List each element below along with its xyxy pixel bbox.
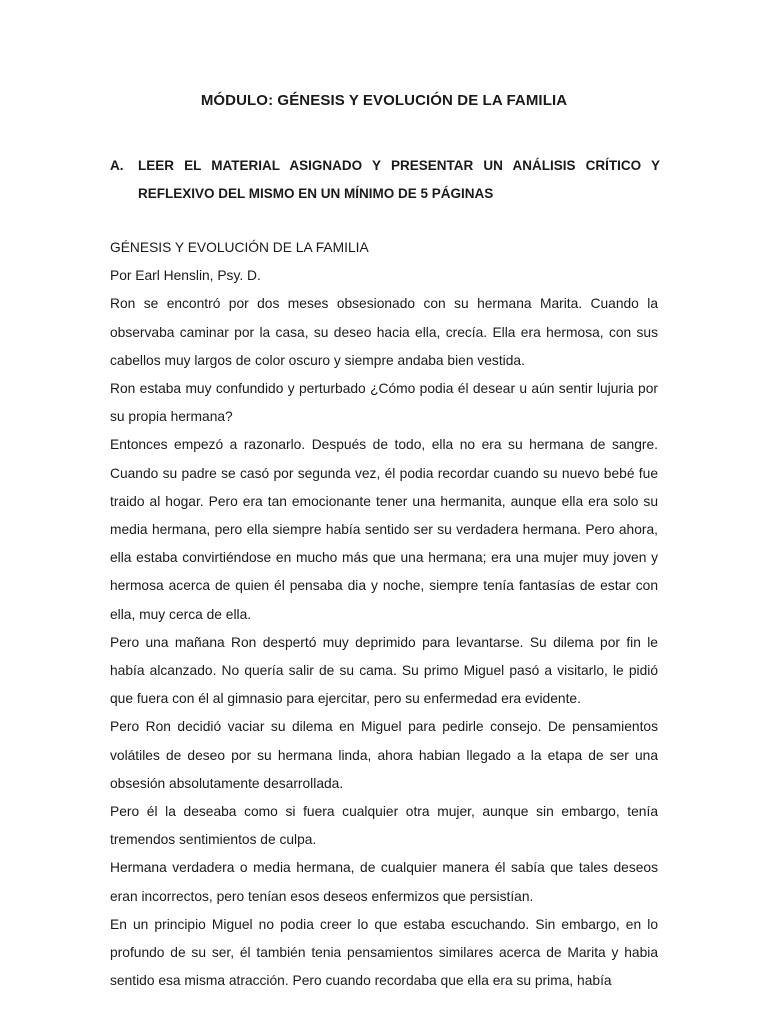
article-author: Por Earl Henslin, Psy. D.: [110, 268, 261, 284]
paragraph: Pero Ron decidió vaciar su dilema en Miguel para pedirle consejo. De pensamientos volátiles de deseo por su hermana linda, ahora habian llegado a la etapa de ser una obsesión absolutamente desarrollada.: [110, 719, 658, 791]
article-body: [110, 234, 658, 995]
paragraph: Ron estaba muy confundido y perturbado ¿Cómo podia él desear u aún sentir lujuria por su propia hermana?: [110, 381, 658, 425]
paragraph: Hermana verdadera o media hermana, de cualquier manera él sabía que tales deseos eran incorrectos, pero tenían esos deseos enfermizos que persistían.: [110, 860, 658, 904]
paragraph: Entonces empezó a razonarlo. Después de todo, ella no era su hermana de sangre. Cuando su padre se casó por segunda vez, él podia recordar cuando su nuevo bebé fue traido al hogar. Pero era tan emocionante tener una hermanita, aunque ella era solo su media hermana, pero ella siempre había sentido ser su verdadera hermana. Pero ahora, ella estaba convirtiéndose en mucho más que una hermana; era una mujer muy joven y hermosa acerca de quien él pensaba dia y noche, siempre tenía fantasías de estar con ella, muy cerca de ella.: [110, 437, 658, 622]
instruction-item: [110, 152, 660, 208]
article-title: GÉNESIS Y EVOLUCIÓN DE LA FAMILIA: [110, 240, 369, 255]
paragraph: En un principio Miguel no podia creer lo que estaba escuchando. Sin embargo, en lo profundo de su ser, él también tenia pensamientos similares acerca de Marita y habia sentido esa misma atracción. Pero cuando recordaba que ella era su prima, había: [110, 916, 658, 989]
instruction-text: LEER EL MATERIAL ASIGNADO Y PRESENTAR UN ANÁLISIS CRÍTICO Y REFLEXIVO DEL MISMO EN UN MÍNIMO DE 5 PÁGINAS: [138, 158, 660, 201]
module-title: MÓDULO: GÉNESIS Y EVOLUCIÓN DE LA FAMILIA: [200, 92, 568, 109]
paragraph: Pero él la deseaba como si fuera cualquier otra mujer, aunque sin embargo, tenía tremendos sentimientos de culpa.: [110, 804, 658, 848]
paragraph: Pero una mañana Ron despertó muy deprimido para levantarse. Su dilema por fin le había alcanzado. No quería salir de su cama. Su primo Miguel pasó a visitarlo, le pidió que fuera con él al gimnasio para ejercitar, pero su enfermedad era evidente.: [110, 634, 658, 707]
paragraph: Ron se encontró por dos meses obsesionado con su hermana Marita. Cuando la observaba caminar por la casa, su deseo hacia ella, crecía. Ella era hermosa, con sus cabellos muy largos de color oscuro y siempre andaba bien vestida.: [110, 296, 658, 368]
list-marker: A.: [110, 158, 124, 173]
